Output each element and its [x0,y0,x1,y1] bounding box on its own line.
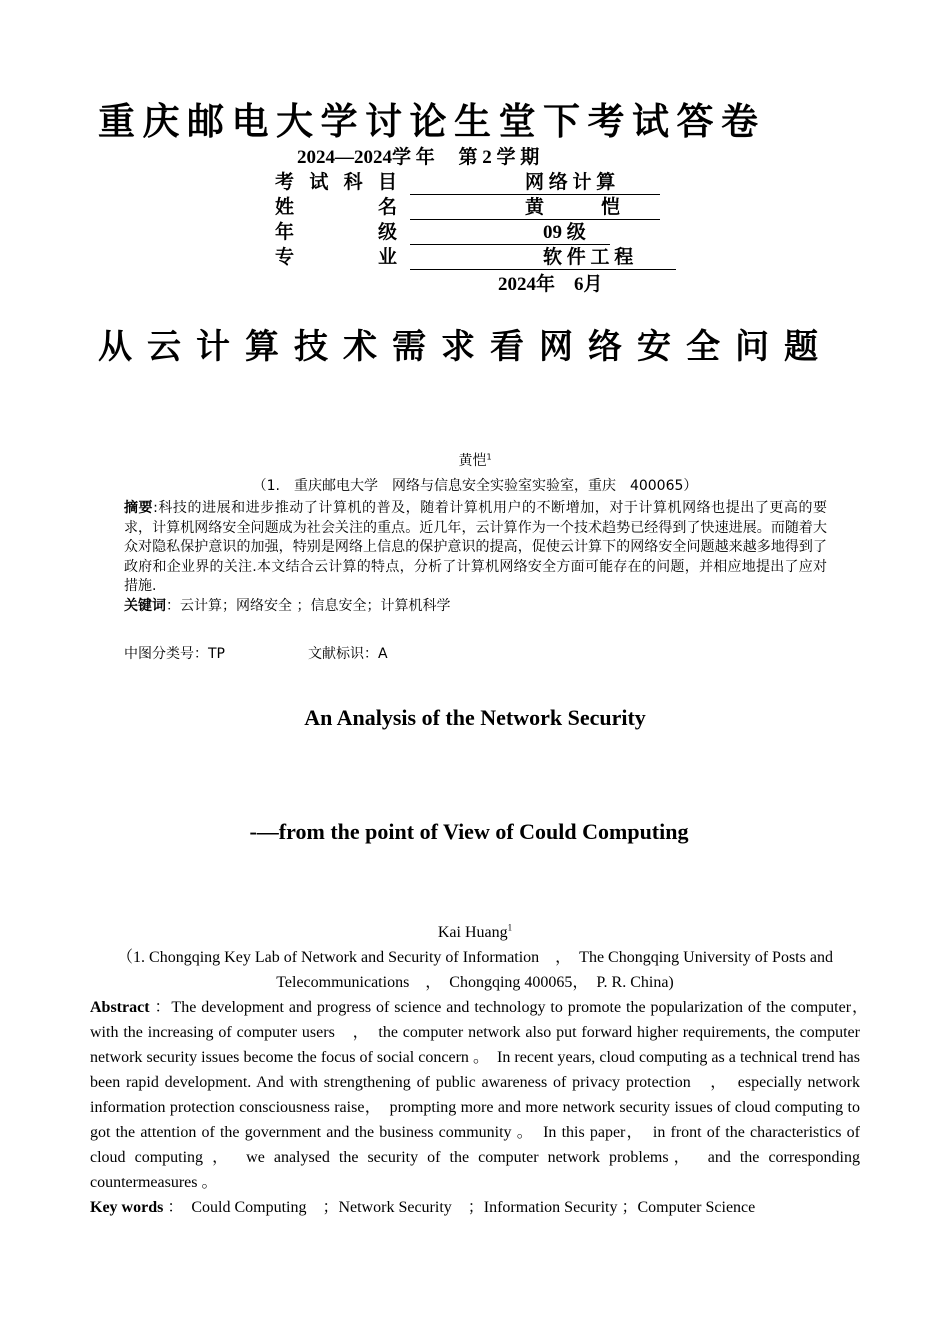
affiliation-en-1: （1. Chongqing Key Lab of Network and Security of Information ， The Chongqing University of Posts and [117,949,833,966]
author-en [0,920,950,945]
keywords-label: 关键词 [124,597,166,614]
field-label: 专业 [275,247,397,268]
field-label: 考试科目 [275,172,397,193]
author-name: 黄恺 [458,453,487,469]
abstract-text: :科技的进展和进步推动了计算机的普及，随着计算机用户的不断增加，对于计算机网络也提出了更高的要求，计算机网络安全问题成为社会关注的重点。近几年，云计算作为一个技术趋势已经得到了快速进展。而随着大众对隐私保护意识的加强，特别是网络上信息的保护意识的提高，促使云计算下的网络安全问题越来越多地得到了政府和企业界的关注.本文结合云计算的特点，分析了计算机网络安全方面可能存在的问题，并相应地提出了应对措施. [124,500,828,594]
abstract-label: 摘要 [124,500,154,516]
abstract-label: Abstract [90,999,150,1016]
doc-code: 文献标识：A [308,646,388,662]
field-grade [275,222,695,247]
field-label: 年级 [275,222,397,243]
affiliation-en-2: Telecommunications ， Chongqing 400065， P. R. China) [276,974,674,991]
field-value: 网 络 计 算 [525,172,616,193]
abstract-en [90,995,877,1220]
field-value: 黄 恺 [525,197,621,218]
field-value: 09 级 [543,222,586,243]
paper-title-cn: 从云计算技术需求看网络安全问题 [98,327,833,367]
keywords-text: ：云计算；网络安全 ；信息安全；计算机科学 [166,597,451,614]
keywords-text: ： Could Computing ；Network Security ；Information Security ；Computer Science [163,1199,756,1216]
field-label: 姓名 [275,197,397,218]
term: 2024—2024学 年 第 2 学 期 [297,147,540,168]
clc-number: 中图分类号：TP [124,646,225,662]
author-name: Kai Huang [437,924,508,941]
author-sup: 1 [486,452,492,462]
keywords-label: Key words [90,1199,164,1216]
field-subject [275,172,695,197]
date: 2024年 6月 [498,274,603,295]
exam-title: 重庆邮电大学讨论生堂下考试答卷 [98,100,766,143]
field-name [275,197,695,222]
subtitle-en: -—from the point of View of Could Computing [249,819,689,844]
field-value: 软 件 工 程 [543,247,634,268]
author-cn [0,452,950,472]
abstract-text: ：The development and progress of science and technology to promote the popularization of the computer， with the increasing of computer users ， the computer network also put forward higher requirements, the computer network security issues become the focus of social concern 。 In recent years, cloud computing as a technical trend has been rapid development. And with strengthening of public awareness of privacy protection ， especially network information protection consciousness raise， prompting more and more network security issues of cloud computing to got the attention of the government and the business community 。 In this paper， in front of the characteristics of cloud computing ， we analysed the security of the computer network problems， and the corresponding countermeasures 。 [90,999,877,1191]
affiliation-cn: （1. 重庆邮电大学 网络与信息安全实验室实验室，重庆 400065） [252,478,698,494]
abstract-cn [124,499,827,616]
field-major [275,247,695,272]
title-en: An Analysis of the Network Security [304,705,646,730]
author-sup: 1 [507,922,513,933]
